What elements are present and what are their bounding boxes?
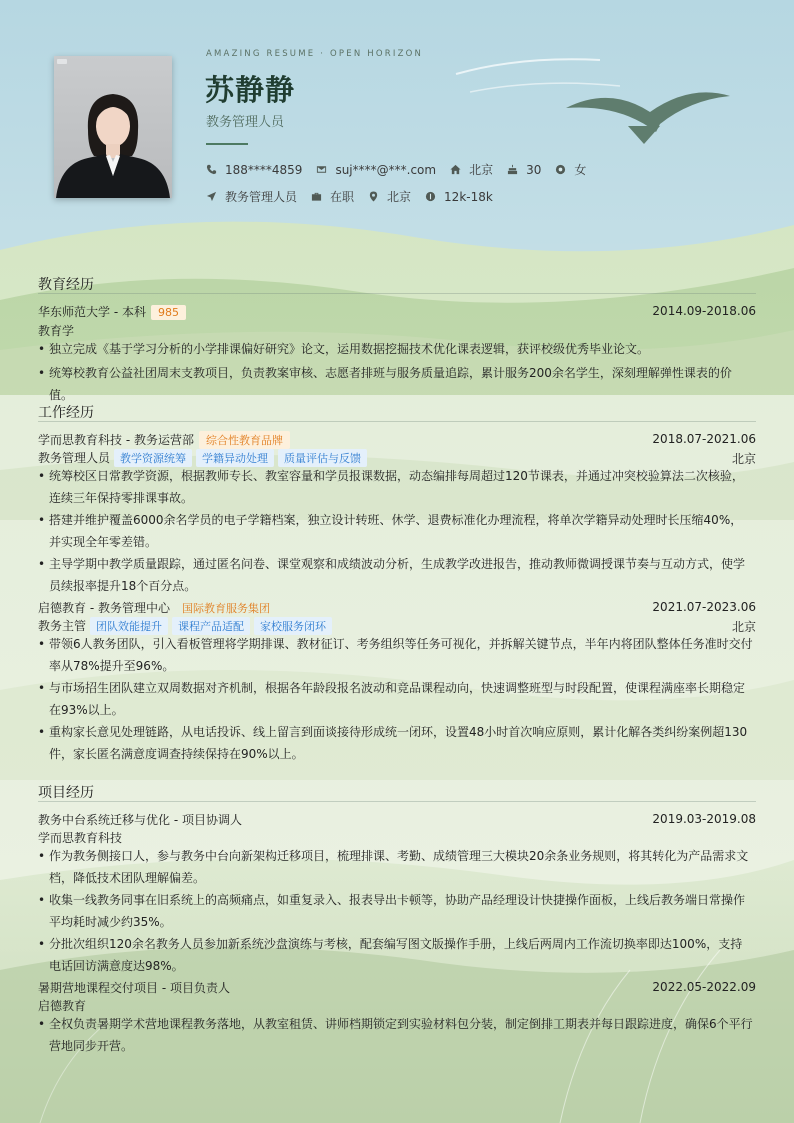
job-position: 教务管理人员 教学资源统筹 学籍异动处理 质量评估与反馈 (38, 449, 756, 467)
info-phone: 188****4859 (206, 163, 302, 177)
job-date: 2018.07-2021.06 (652, 432, 756, 446)
job-position: 教务主管 团队效能提升 课程产品适配 家校服务闭环 (38, 617, 756, 635)
project-date: 2019.03-2019.08 (652, 812, 756, 826)
info-age: 30 (507, 163, 541, 177)
info-status: 在职 (311, 188, 354, 205)
project-org: 启德教育 (38, 999, 87, 1013)
education-bullet: • 统筹校教育公益社团周末支教项目，负责教案审核、志愿者排班与服务质量追踪，累计服务200余名学生，深刻理解弹性课表的价值。 (38, 362, 754, 406)
job-bullet: • 重构家长意见处理链路，从电话投诉、线上留言到面谈接待形成统一闭环，设置48小时首次响应原则，累计化解各类纠纷案例超130件，家长匿名满意度调查持续保持在90%以上。 (38, 721, 754, 765)
location-icon (368, 191, 379, 202)
info-salary: 12k-18k (425, 190, 493, 204)
work-section-title: 工作经历 (38, 405, 94, 421)
gender-icon (555, 164, 566, 175)
education-section-title: 教育经历 (38, 277, 94, 293)
project-org: 学而思教育科技 (38, 831, 123, 845)
skill-tag: 课程产品适配 (172, 617, 250, 635)
info-target-city: 北京 (368, 188, 411, 205)
info-target-role: 教务管理人员 (206, 188, 297, 205)
section-divider (38, 293, 756, 294)
info-email: suj****@***.com (316, 163, 436, 177)
skill-tag: 团队效能提升 (90, 617, 168, 635)
info-gender: 女 (555, 161, 586, 178)
school-badge: 985 (151, 305, 186, 320)
job-company: 学而思教育科技 - 教务运营部 综合性教育品牌 (38, 431, 756, 449)
education-major: 教育学 (38, 324, 75, 338)
project-date: 2022.05-2022.09 (652, 980, 756, 994)
section-divider (38, 421, 756, 422)
candidate-name: 苏静静 (205, 73, 296, 107)
project-name: 暑期营地课程交付项目 - 项目负责人 (38, 981, 230, 995)
mail-icon (316, 164, 327, 175)
send-icon (206, 191, 217, 202)
info-hometown: 北京 (450, 161, 493, 178)
resume-tagline: AMAZING RESUME · OPEN HORIZON (206, 49, 424, 59)
education-bullet: • 独立完成《基于学习分析的小学排课偏好研究》论文，运用数据挖掘技术优化课表逻辑，获评校级优秀毕业论文。 (38, 338, 754, 360)
section-divider (38, 801, 756, 802)
project-bullet: • 分批次组织120余名教务人员参加新系统沙盘演练与考核，配套编写图文版操作手册，上线后两周内工作流切换率即达100%，支持电话回访满意度达98%。 (38, 933, 754, 977)
project-bullet: • 全权负责暑期学术营地课程教务落地，从教室租赁、讲师档期锁定到实验材料包分装，制定倒排工期表并每日跟踪进度，确保6个平行营地同步开营。 (38, 1013, 754, 1057)
company-badge: 国际教育服务集团 (181, 602, 270, 615)
candidate-role: 教务管理人员 (206, 115, 285, 130)
project-bullet: • 收集一线教务同事在旧系统上的高频痛点，如重复录入、报表导出卡顿等，协助产品经理设计快捷操作面板，上线后教务端日常操作平均耗时减少约35%。 (38, 889, 754, 933)
job-bullet: • 主导学期中教学质量跟踪，通过匿名问卷、课堂观察和成绩波动分析，生成教学改进报告，推动教师微调授课节奏与互动方式，使学员续报率提升18个百分点。 (38, 553, 754, 597)
profile-photo (54, 56, 172, 198)
job-bullet: • 统筹校区日常教学资源，根据教师专长、教室容量和学员报课数据，动态编排每周超过120节课表，并通过冲突校验算法二次核验，连续三年保持零排课事故。 (38, 465, 754, 509)
job-company: 启德教育 - 教务管理中心 国际教育服务集团 (38, 599, 756, 617)
contact-info-row (206, 161, 600, 178)
job-date: 2021.07-2023.06 (652, 600, 756, 614)
job-bullet: • 与市场招生团队建立双周数据对齐机制，根据各年龄段报名波动和竞品课程动向，快速调整班型与时段配置，使课程满座率长期稳定在93%以上。 (38, 677, 754, 721)
cake-icon (507, 164, 518, 175)
company-badge: 综合性教育品牌 (199, 431, 290, 449)
project-section-title: 项目经历 (38, 785, 94, 801)
coin-icon (425, 191, 436, 202)
job-location: 北京 (731, 620, 756, 634)
home-icon (450, 164, 461, 175)
skill-tag: 家校服务闭环 (254, 617, 332, 635)
job-intent-row (206, 188, 507, 205)
skill-tag: 教学资源统筹 (114, 449, 192, 467)
job-location: 北京 (731, 452, 756, 466)
skill-tag: 学籍异动处理 (196, 449, 274, 467)
header-divider (206, 143, 248, 145)
project-name: 教务中台系统迁移与优化 - 项目协调人 (38, 813, 242, 827)
education-school: 华东师范大学 - 本科 985 (38, 303, 756, 320)
project-bullet: • 作为教务侧接口人，参与教务中台向新架构迁移项目，梳理排课、考勤、成绩管理三大模块20余条业务规则，将其转化为产品需求文档，降低技术团队理解偏差。 (38, 845, 754, 889)
avatar-icon (54, 56, 172, 198)
phone-icon (206, 164, 217, 175)
job-bullet: • 带领6人教务团队，引入看板管理将学期排课、教材征订、考务组织等任务可视化，并拆解关键节点，半年内将团队整体任务准时交付率从78%提升至96%。 (38, 633, 754, 677)
skill-tag: 质量评估与反馈 (278, 449, 367, 467)
job-bullet: • 搭建并维护覆盖6000余名学员的电子学籍档案，独立设计转班、休学、退费标准化办理流程，将单次学籍异动处理时长压缩40%，并实现全年零差错。 (38, 509, 754, 553)
education-date: 2014.09-2018.06 (652, 304, 756, 318)
briefcase-icon (311, 191, 322, 202)
